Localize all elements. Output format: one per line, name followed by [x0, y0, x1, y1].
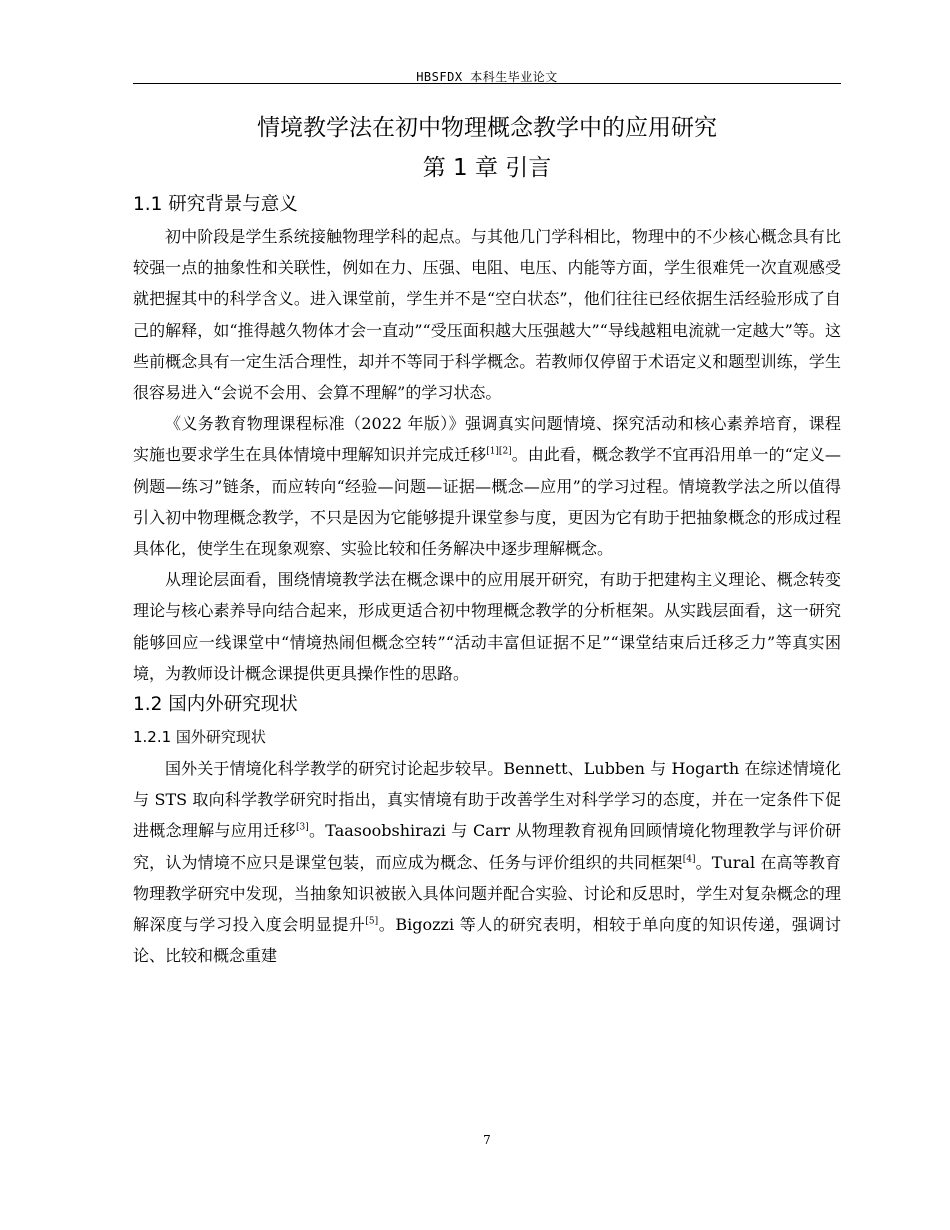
document-title: 情境教学法在初中物理概念教学中的应用研究	[257, 115, 717, 141]
paragraph-text: 。由此看，概念教学不宜再沿用单一的“定义—例题—练习”链条，而应转向“经验—问题—证据—概念—应用”的学习过程。情境教学法之所以值得引入初中物理概念教学，不只是因为它能够提升课堂参与度，更因为它有助于把抽象概念的形成过程具体化，使学生在现象观察、实验比较和任务解决中逐步理解概念。	[133, 445, 841, 559]
paragraph-text: 国外关于情境化科学教学的研究讨论起步较早。Bennett、Lubben 与 Hogarth 在综述情境化与 STS 取向科学教学研究时指出，真实情境有助于改善学生对科学学习的态度，并在一定条件下促进概念理解与应用迁移	[133, 759, 841, 841]
subsection-heading-1-2-1: 1.2.1 国外研究现状	[133, 728, 266, 747]
citation: [1][2]	[486, 447, 512, 458]
header-rule	[133, 83, 841, 84]
running-header: HBSFDX 本科生毕业论文	[416, 70, 558, 84]
paragraph	[133, 408, 841, 564]
paragraph-text: 。Tural 在高等教育物理教学研究中发现，当抽象知识被嵌入具体问题并配合实验、讨论和反思时，学生对复杂概念的理解深度与学习投入度会明显提升	[133, 852, 841, 935]
paragraph: 从理论层面看，围绕情境教学法在概念课中的应用展开研究，有助于把建构主义理论、概念转变理论与核心素养导向结合起来，形成更适合初中物理概念教学的分析框架。从实践层面看，这一研究能够回应一线课堂中“情境热闹但概念空转”“活动丰富但证据不足”“课堂结束后迁移乏力”等真实困境，为教师设计概念课提供更具操作性的思路。	[133, 570, 841, 683]
chapter-title: 第 1 章 引言	[422, 155, 552, 181]
paragraph-text: 。Taasoobshirazi 与 Carr 从物理教育视角回顾情境化物理教学与评价研究，认为情境不应只是课堂包装，而应成为概念、任务与评价组织的共同框架	[133, 821, 841, 872]
page-content	[133, 108, 841, 971]
citation: [5]	[365, 916, 379, 927]
section-heading-1-1: 1.1 研究背景与意义	[133, 194, 298, 215]
paragraph-text: 《义务教育物理课程标准（2022 年版）》强调真实问题情境、探究活动和核心素养培育，课程实施也要求学生在具体情境中理解知识并完成迁移	[133, 414, 841, 465]
paragraph-text: 。Bigozzi 等人的研究表明，相较于单向度的知识传递，强调讨论、比较和概念重建	[133, 915, 841, 966]
section-heading-1-2: 1.2 国内外研究现状	[133, 694, 298, 716]
citation: [3]	[295, 823, 309, 834]
citation: [4]	[682, 854, 696, 865]
paragraph: 初中阶段是学生系统接触物理学科的起点。与其他几门学科相比，物理中的不少核心概念具有比较强一点的抽象性和关联性，例如在力、压强、电阻、电压、内能等方面，学生很难凭一次直观感受就把握其中的科学含义。进入课堂前，学生并不是“空白状态”，他们往往已经依据生活经验形成了自己的解释，如“推得越久物体才会一直动”“受压面积越大压强越大”“导线越粗电流就一定越大”等。这些前概念具有一定生活合理性，却并不等同于科学概念。若教师仅停留于术语定义和题型训练，学生很容易进入“会说不会用、会算不理解”的学习状态。	[133, 227, 841, 403]
page-number: 7	[483, 1133, 491, 1147]
paragraph	[133, 753, 841, 971]
